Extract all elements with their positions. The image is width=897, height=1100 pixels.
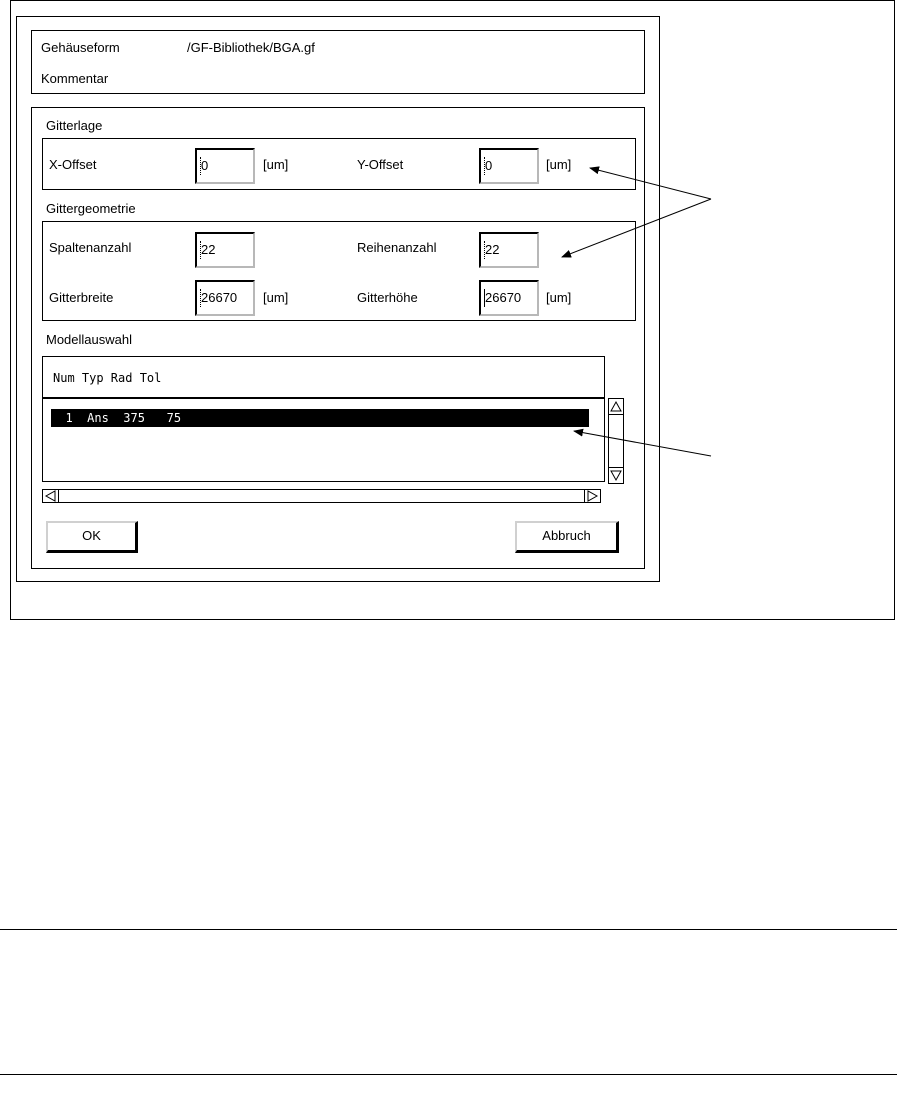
rows-input[interactable]: 22 (479, 232, 539, 268)
grid-geometry-title: Gittergeometrie (46, 201, 136, 216)
ok-button[interactable]: OK (46, 521, 138, 553)
divider-line-top (0, 929, 897, 930)
model-list-row-selected[interactable]: 1 Ans 375 75 (51, 409, 589, 427)
comment-label: Kommentar (41, 71, 109, 86)
grid-position-title: Gitterlage (46, 118, 103, 133)
x-offset-unit: [um] (263, 157, 289, 172)
annotation-arrow-geometry (562, 199, 711, 257)
x-offset-label: X-Offset (49, 157, 97, 172)
y-offset-input[interactable]: 0 (479, 148, 539, 184)
rows-label: Reihenanzahl (357, 240, 437, 255)
y-offset-label: Y-Offset (357, 157, 404, 172)
grid-width-input[interactable]: 26670 (195, 280, 255, 316)
cancel-button[interactable]: Abbruch (515, 521, 619, 553)
housing-label: Gehäuseform (41, 40, 120, 55)
columns-label: Spaltenanzahl (49, 240, 132, 255)
divider-line-bottom (0, 1074, 897, 1075)
grid-height-unit: [um] (546, 290, 572, 305)
grid-width-label: Gitterbreite (49, 290, 114, 305)
grid-height-input[interactable]: 26670 (479, 280, 539, 316)
annotation-arrow-model (574, 431, 711, 456)
housing-path: /GF-Bibliothek/BGA.gf (187, 40, 315, 55)
model-list-header: Num Typ Rad Tol (53, 371, 162, 385)
annotation-arrow-offset (590, 168, 711, 199)
grid-width-unit: [um] (263, 290, 289, 305)
columns-input[interactable]: 22 (195, 232, 255, 268)
x-offset-input[interactable]: 0 (195, 148, 255, 184)
grid-height-label: Gitterhöhe (357, 290, 418, 305)
model-selection-title: Modellauswahl (46, 332, 132, 347)
y-offset-unit: [um] (546, 157, 572, 172)
